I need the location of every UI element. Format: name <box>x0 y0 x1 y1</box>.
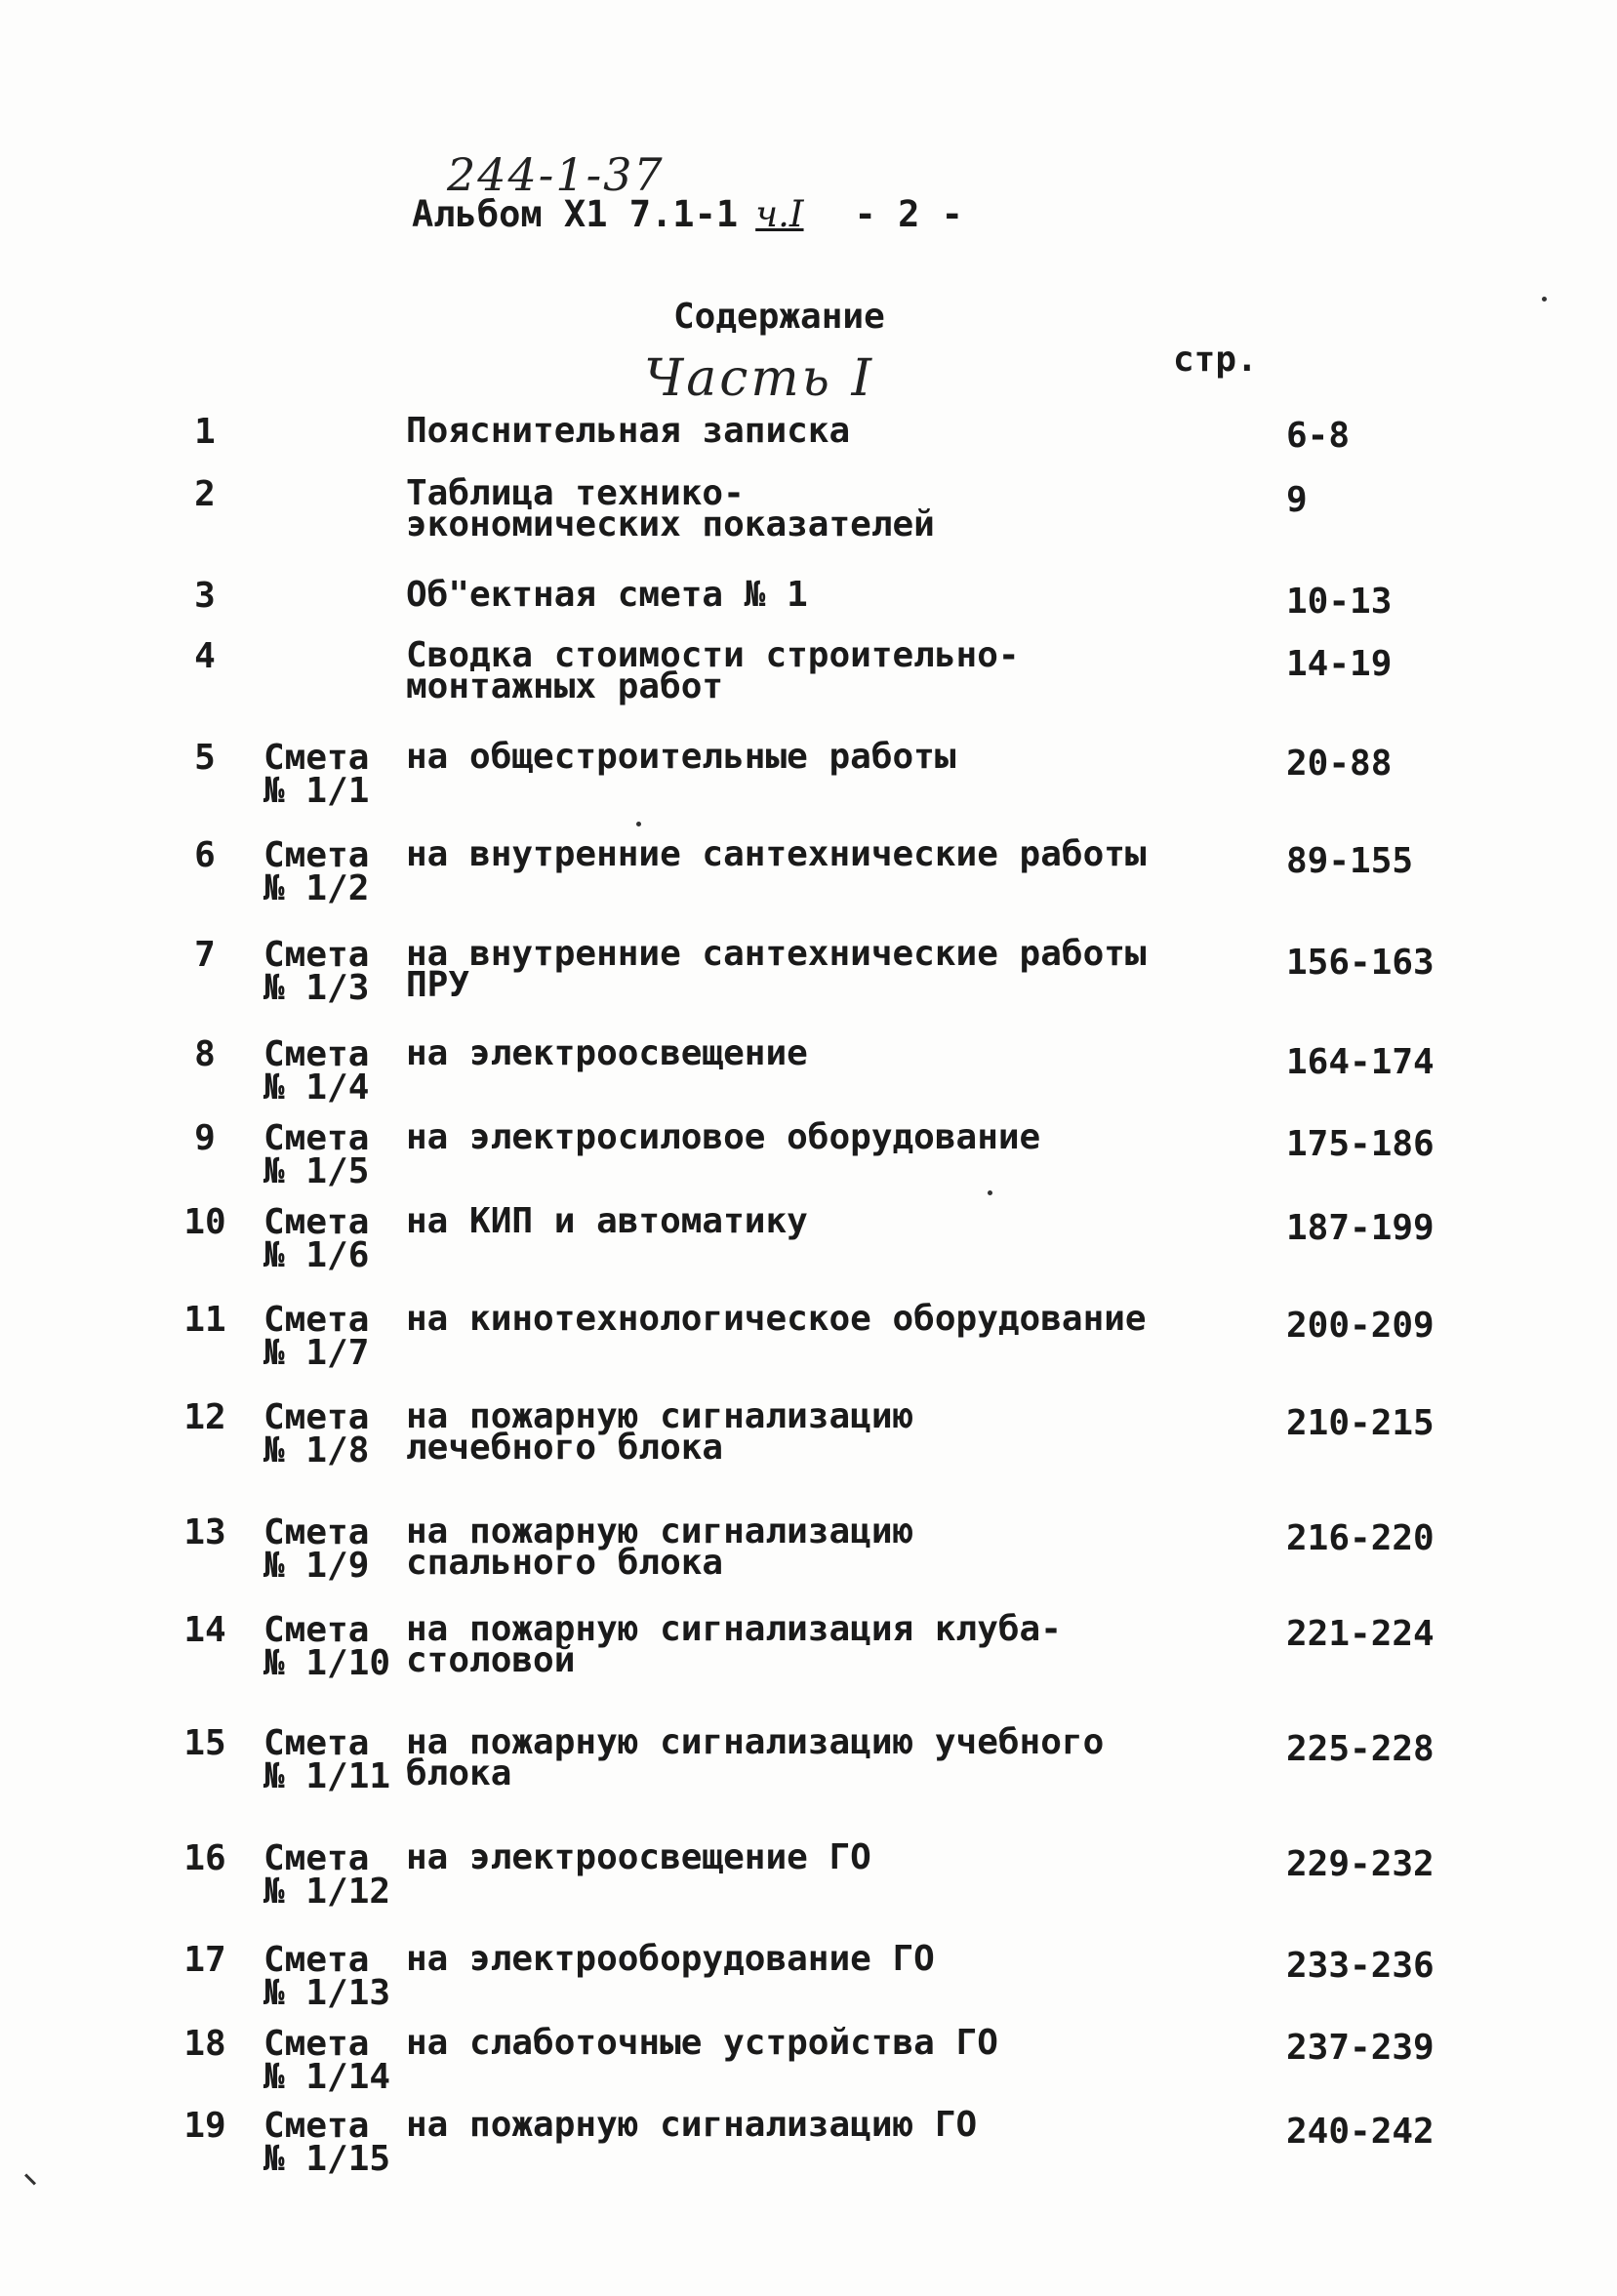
row-title: Таблица технико-экономических показателей <box>406 473 935 544</box>
row-smeta: Смета № 1/10 <box>263 1610 391 1683</box>
scan-speck <box>24 2173 36 2185</box>
scan-speck <box>988 1190 992 1195</box>
row-title: на электрооборудование ГО <box>406 1939 935 1979</box>
row-number: 16 <box>183 1838 226 1878</box>
row-smeta: Смета № 1/12 <box>263 1838 391 1912</box>
row-number: 5 <box>194 738 216 778</box>
row-smeta: Смета № 1/1 <box>263 738 370 811</box>
row-title: Пояснительная записка <box>406 411 851 451</box>
row-pages: 156-163 <box>1286 943 1435 983</box>
row-number: 8 <box>194 1034 216 1074</box>
row-smeta: Смета № 1/5 <box>263 1118 370 1191</box>
row-pages: 20-88 <box>1286 744 1393 784</box>
row-pages: 221-224 <box>1286 1614 1435 1654</box>
row-pages: 175-186 <box>1286 1124 1435 1164</box>
row-number: 14 <box>183 1610 226 1650</box>
row-title: на пожарную сигнализация клуба-столовой <box>406 1609 1062 1680</box>
row-pages: 10-13 <box>1286 582 1393 622</box>
row-number: 12 <box>183 1397 226 1437</box>
contents-title: Содержание <box>673 297 885 337</box>
row-pages: 6-8 <box>1286 416 1351 456</box>
row-smeta: Смета № 1/2 <box>263 835 370 908</box>
row-smeta: Смета № 1/11 <box>263 1723 391 1796</box>
row-number: 3 <box>194 576 216 616</box>
row-smeta: Смета № 1/4 <box>263 1034 370 1108</box>
row-title: на кинотехнологическое оборудование <box>406 1299 1147 1339</box>
row-pages: 216-220 <box>1286 1518 1435 1558</box>
row-pages: 225-228 <box>1286 1729 1435 1769</box>
row-pages: 164-174 <box>1286 1042 1435 1082</box>
row-number: 6 <box>194 835 216 875</box>
album-label: Альбом X1 7.1-1 <box>412 193 739 235</box>
row-smeta: Смета № 1/8 <box>263 1397 370 1470</box>
row-number: 13 <box>183 1512 226 1552</box>
row-title: на пожарную сигнализацию учебного блока <box>406 1722 1105 1793</box>
row-title: Сводка стоимости строительно-монтажных работ <box>406 635 1020 706</box>
row-title: на внутренние сантехнические работы ПРУ <box>406 934 1147 1005</box>
row-title: на пожарную сигнализацию спального блока <box>406 1511 914 1583</box>
part-handwritten: ч.I <box>755 193 804 235</box>
row-pages: 14-19 <box>1286 644 1393 684</box>
part-label-handwritten: Часть I <box>644 349 875 408</box>
row-number: 1 <box>194 412 216 452</box>
row-smeta: Смета № 1/14 <box>263 2024 391 2097</box>
row-smeta: Смета № 1/13 <box>263 1940 391 2013</box>
scan-speck <box>1542 297 1547 302</box>
row-number: 17 <box>183 1940 226 1980</box>
row-title: на электроосвещение ГО <box>406 1837 871 1877</box>
row-number: 19 <box>183 2106 226 2146</box>
row-number: 2 <box>194 474 216 514</box>
row-title: на электросиловое оборудование <box>406 1117 1041 1157</box>
row-title: на общестроительные работы <box>406 737 956 777</box>
row-smeta: Смета № 1/6 <box>263 1202 370 1275</box>
row-number: 10 <box>183 1202 226 1242</box>
row-title: Об"ектная смета № 1 <box>406 575 808 615</box>
row-title: на пожарную сигнализацию лечебного блока <box>406 1396 914 1468</box>
row-title: на электроосвещение <box>406 1033 808 1073</box>
row-smeta: Смета № 1/15 <box>263 2106 391 2179</box>
row-pages: 9 <box>1286 480 1308 520</box>
album-line <box>412 193 963 235</box>
scan-speck <box>636 822 641 826</box>
doc-number-handwritten: 244-1-37 <box>447 148 665 201</box>
row-number: 9 <box>194 1118 216 1158</box>
row-number: 15 <box>183 1723 226 1763</box>
row-pages: 237-239 <box>1286 2028 1435 2068</box>
row-number: 4 <box>194 636 216 676</box>
row-pages: 89-155 <box>1286 841 1414 881</box>
row-number: 7 <box>194 935 216 975</box>
row-title: на слаботочные устройства ГО <box>406 2023 998 2063</box>
row-number: 18 <box>183 2024 226 2064</box>
row-pages: 200-209 <box>1286 1306 1435 1346</box>
row-title: на внутренние сантехнические работы <box>406 834 1147 874</box>
row-title: на КИП и автоматику <box>406 1201 808 1241</box>
row-pages: 210-215 <box>1286 1403 1435 1443</box>
row-pages: 240-242 <box>1286 2112 1435 2152</box>
row-title: на пожарную сигнализацию ГО <box>406 2105 978 2145</box>
row-pages: 233-236 <box>1286 1946 1435 1986</box>
row-pages: 187-199 <box>1286 1208 1435 1248</box>
row-pages: 229-232 <box>1286 1844 1435 1884</box>
row-smeta: Смета № 1/7 <box>263 1300 370 1373</box>
row-number: 11 <box>183 1300 226 1340</box>
row-smeta: Смета № 1/9 <box>263 1512 370 1586</box>
page-marker: - 2 - <box>854 193 963 235</box>
pages-column-header: стр. <box>1173 340 1258 380</box>
row-smeta: Смета № 1/3 <box>263 935 370 1008</box>
